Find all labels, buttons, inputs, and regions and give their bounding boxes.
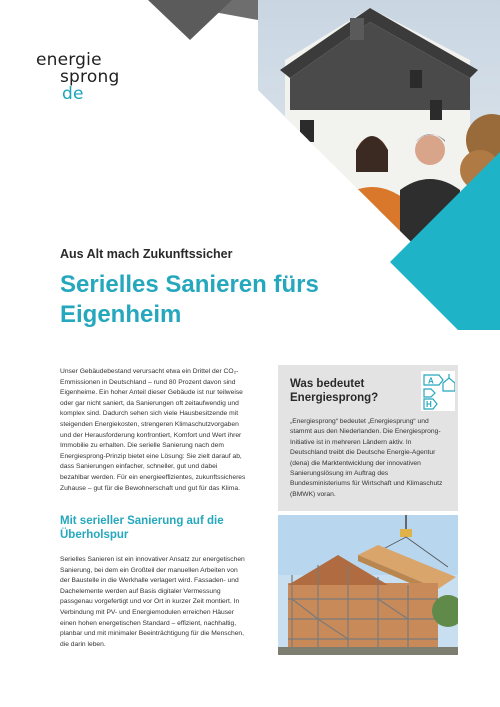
intro-paragraph: Unser Gebäudebestand verursacht etwa ein Drittel der CO₂-Emmissionen in Deutschland – rund 80 Prozent davon sind Eigenheime. Ein hoher Anteil dieser Gebäude ist nur teilweise oder gar nicht saniert, da Sanierungen oft zeitaufwendig und komplex sind. Dadurch sehen sich viele Hausbesitzende mit steigenden Energiekosten, strengeren Klimaschutzvorgaben und der Herausforderung konfrontiert, Komfort und Wert ihrer Immobilie zu erhalten. Die serielle Sanierung nach dem Energiesprong-Prinzip bietet eine Lösung: Sie zielt darauf ab, dass Sanierungen einfacher, schneller, gut und dabei bezahlbar werden. Für ein energieeffizientes, zukunftssicheres Zuhause – gut für die Bewohnerschaft und gut für das Klima. [60,368,246,492]
logo-line-sprong: sprong [60,67,120,87]
section-paragraph: Serielles Sanieren ist ein innovativer Ansatz zur energetischen Sanierung, bei dem ein Großteil der manuellen Arbeiten von der Baustelle in die Werkhalle verlagert wird. Fassaden- und Dachelemente werden auf Basis digitaler Vermessung passgenau vorgefertigt und vor Ort in kurzer Zeit montiert. In Verbindung mit PV- und Energiemodulen erreichen Häuser einen hohen energetischen Standard – effizient, nachhaltig, planbar und mit minimaler Beeinträchtigung für die Menschen, die darin leben. [60,556,245,648]
section-heading: Mit serieller Sanierung auf die Überholspur [60,515,224,541]
kicker-text: Aus Alt mach Zukunftssicher [60,247,233,261]
energy-label-a: A [428,376,434,386]
energiesprong-logo [36,52,119,103]
page-title: Serielles Sanieren fürs Eigenheim [60,271,319,328]
info-box [278,365,458,511]
info-box-title: Was bedeutet Energiesprong? [290,378,379,404]
construction-photo [278,515,458,655]
energy-label-h: H [426,400,432,409]
energy-label-icon [421,371,455,411]
logo-line-de: de [62,84,84,104]
info-box-text: „Energiesprong“ bedeutet „Energiesprung“ und stammt aus den Niederlanden. Die Energiesprong-Initiative ist in mehreren Ländern aktiv. In Deutschland treibt die Deutsche Energie-Agentur (dena) die Marktentwicklung der innovativen Sanierungslösung im Auftrag des Bundesministeriums für Wirtschaft und Klimaschutz (BMWK) voran. [290,418,443,498]
logo-line-energie: energie [36,50,102,70]
